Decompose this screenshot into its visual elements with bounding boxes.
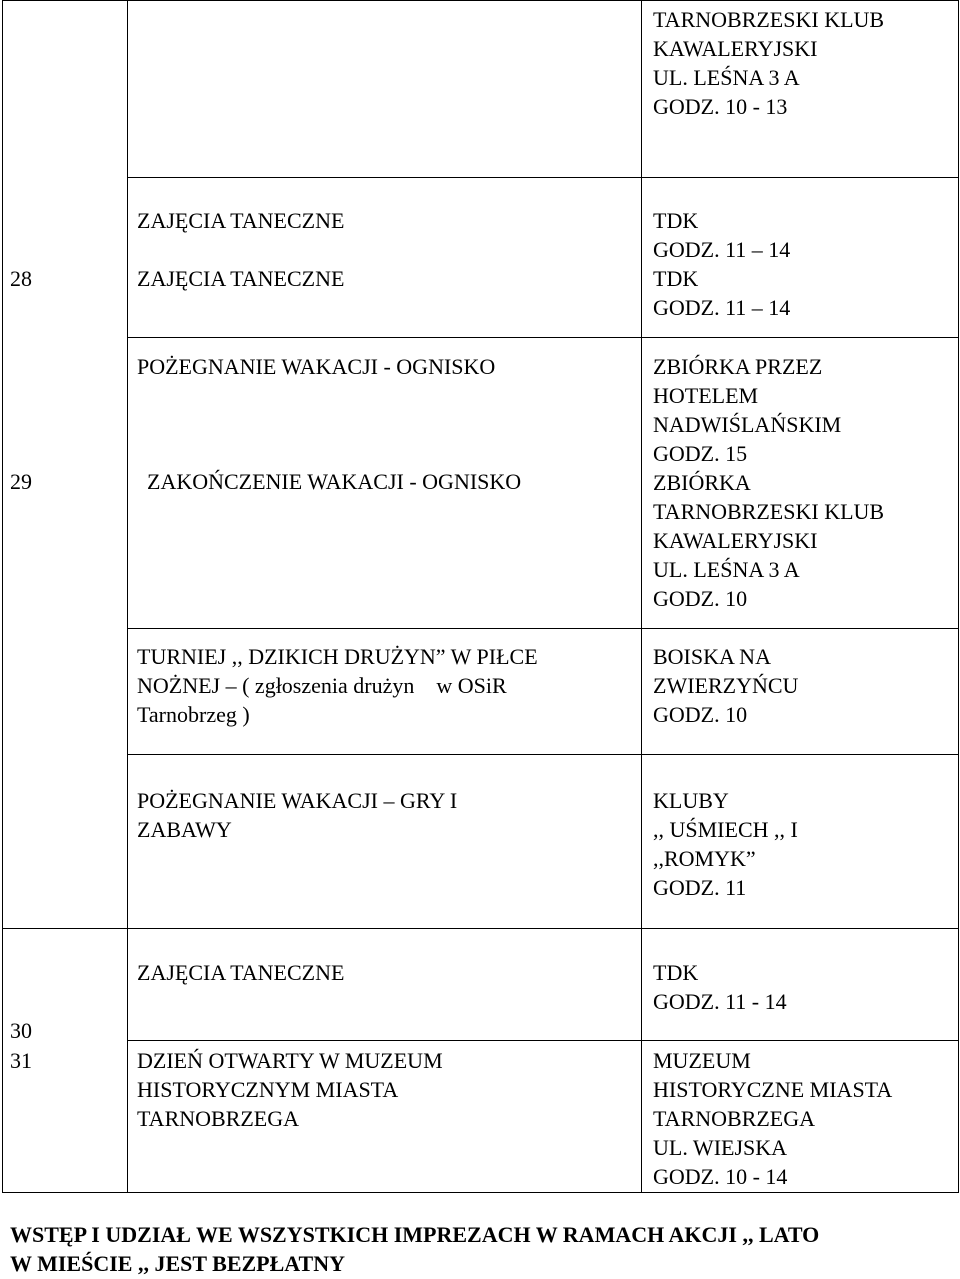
venue-line: MUZEUM bbox=[653, 1048, 751, 1073]
venue-line: TDK bbox=[653, 208, 699, 233]
venue-line: KLUBY bbox=[653, 788, 729, 813]
table-border-left bbox=[2, 0, 3, 1192]
day-number: 31 bbox=[10, 1048, 32, 1073]
day-number: 28 bbox=[10, 266, 32, 291]
venue-line: ZBIÓRKA bbox=[653, 470, 751, 495]
event-line: HISTORYCZNYM MIASTA bbox=[137, 1077, 399, 1102]
venue-line: GODZ. 11 - 14 bbox=[653, 989, 787, 1014]
footer-note bbox=[10, 1220, 950, 1278]
venue-line: BOISKA NA bbox=[653, 644, 771, 669]
venue-line: UL. LEŚNA 3 A bbox=[653, 65, 800, 90]
venue-line: GODZ. 11 – 14 bbox=[653, 295, 791, 320]
venue-line: GODZ. 10 bbox=[653, 702, 748, 727]
venue-line: HOTELEM bbox=[653, 383, 759, 408]
event-line: ZABAWY bbox=[137, 817, 232, 842]
venue-cell bbox=[653, 958, 787, 1016]
event-line: POŻEGNANIE WAKACJI - OGNISKO bbox=[137, 354, 496, 379]
event-cell bbox=[137, 1046, 443, 1133]
table-border-right bbox=[958, 0, 959, 1192]
footer-line: W MIEŚCIE ,, JEST BEZPŁATNY bbox=[10, 1251, 345, 1276]
venue-line: GODZ. 11 – 14 bbox=[653, 237, 791, 262]
event-line: NOŻNEJ – ( zgłoszenia drużyn w OSiR bbox=[137, 673, 507, 698]
venue-cell bbox=[653, 352, 884, 613]
venue-line: TARNOBRZESKI KLUB bbox=[653, 499, 885, 524]
venue-line: KAWALERYJSKI bbox=[653, 528, 818, 553]
venue-line: GODZ. 15 bbox=[653, 441, 748, 466]
event-line: Tarnobrzeg ) bbox=[137, 702, 250, 727]
event-line: ZAJĘCIA TANECZNE bbox=[137, 960, 345, 985]
event-line: ZAJĘCIA TANECZNE bbox=[137, 266, 345, 291]
venue-line: GODZ. 10 bbox=[653, 586, 748, 611]
venue-cell bbox=[653, 1046, 892, 1191]
day-number: 29 bbox=[10, 469, 32, 494]
venue-line: ,, UŚMIECH ,, I bbox=[653, 817, 798, 842]
row-divider bbox=[2, 0, 959, 1]
venue-line: GODZ. 11 bbox=[653, 875, 747, 900]
venue-cell bbox=[653, 642, 798, 729]
venue-line: ZBIÓRKA PRZEZ bbox=[653, 354, 823, 379]
venue-line: ,,ROMYK” bbox=[653, 846, 756, 871]
row-divider bbox=[2, 928, 959, 929]
event-line: TURNIEJ ,, DZIKICH DRUŻYN” W PIŁCE bbox=[137, 644, 538, 669]
event-cell bbox=[137, 642, 538, 729]
event-line: TARNOBRZEGA bbox=[137, 1106, 300, 1131]
event-line: POŻEGNANIE WAKACJI – GRY I bbox=[137, 788, 458, 813]
row-divider bbox=[127, 754, 959, 755]
venue-line: UL. LEŚNA 3 A bbox=[653, 557, 800, 582]
venue-cell bbox=[653, 5, 884, 121]
event-line: ZAJĘCIA TANECZNE bbox=[137, 208, 345, 233]
row-divider bbox=[127, 628, 959, 629]
day-number: 30 bbox=[10, 1018, 32, 1043]
event-line: ZAKOŃCZENIE WAKACJI - OGNISKO bbox=[147, 469, 522, 494]
venue-line: NADWIŚLAŃSKIM bbox=[653, 412, 842, 437]
venue-line: KAWALERYJSKI bbox=[653, 36, 818, 61]
event-cell bbox=[137, 786, 457, 844]
row-divider bbox=[127, 177, 959, 178]
venue-line: GODZ. 10 - 13 bbox=[653, 94, 788, 119]
venue-cell bbox=[653, 206, 790, 322]
table-border-bottom bbox=[2, 1192, 959, 1193]
venue-line: TDK bbox=[653, 266, 699, 291]
row-divider bbox=[127, 337, 959, 338]
venue-line: GODZ. 10 - 14 bbox=[653, 1164, 788, 1189]
venue-line: UL. WIEJSKA bbox=[653, 1135, 788, 1160]
footer-line: WSTĘP I UDZIAŁ WE WSZYSTKICH IMPREZACH W RAMACH AKCJI ,, LATO bbox=[10, 1222, 820, 1247]
venue-line: ZWIERZYŃCU bbox=[653, 673, 799, 698]
row-divider bbox=[127, 1040, 959, 1041]
table-divider-venue bbox=[641, 0, 642, 1192]
venue-cell bbox=[653, 786, 798, 902]
table-divider-day bbox=[127, 0, 128, 1192]
venue-line: HISTORYCZNE MIASTA bbox=[653, 1077, 893, 1102]
venue-line: TARNOBRZEGA bbox=[653, 1106, 816, 1131]
venue-line: TDK bbox=[653, 960, 699, 985]
venue-line: TARNOBRZESKI KLUB bbox=[653, 7, 885, 32]
event-line: DZIEŃ OTWARTY W MUZEUM bbox=[137, 1048, 443, 1073]
